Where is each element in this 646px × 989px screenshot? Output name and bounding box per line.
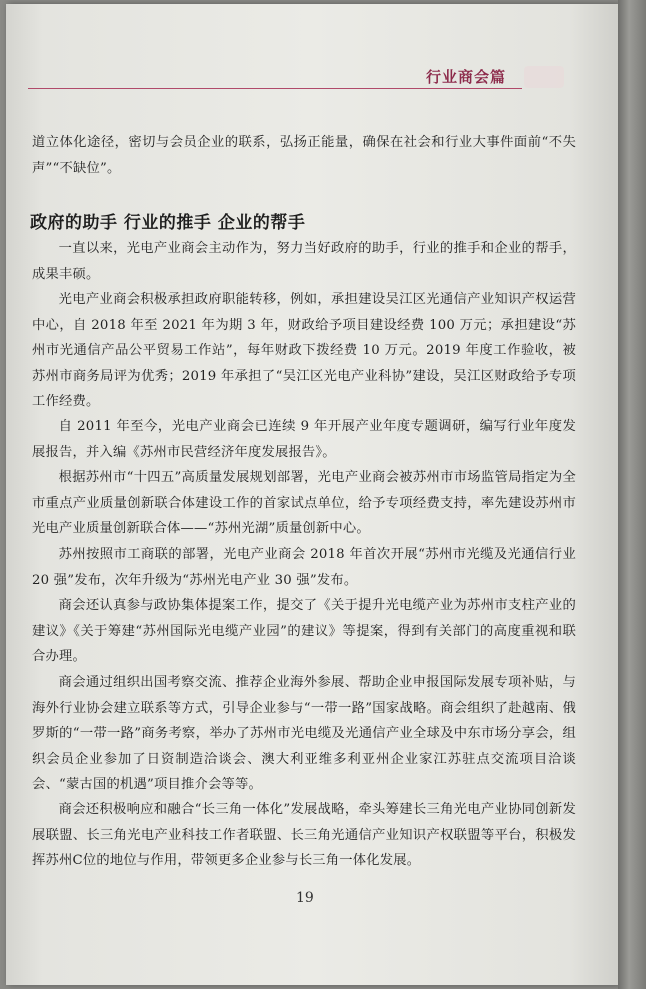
paragraph-6: 商会还认真参与政协集体提案工作，提交了《关于提升光电缆产业为苏州市支柱产业的建议》《关于筹建“苏州国际光电缆产业园”的建议》等提案，得到有关部门的高度重视和联合办理。 [32,598,576,664]
running-header-title: 行业商会篇 [426,68,507,86]
paragraph-3: 自 2011 年至今，光电产业商会已连续 9 年开展产业年度专题调研，编写行业年度发展报告，并入编《苏州市民营经济年度发展报告》。 [32,419,576,460]
paragraph-7: 商会通过组织出国考察交流、推荐企业海外参展、帮助企业申报国际发展专项补贴，与海外行业协会建立联系等方式，引导企业参与“一带一路”国家战略。商会组织了赴越南、俄罗斯的“一带一路”商务考察，举办了苏州市光电缆及光通信产业全球及中东市场分享会，组织会员企业参加了日资制造洽谈会、澳大利亚维多利亚州企业家江苏驻点交流项目洽谈会、“蒙古国的机遇”项目推介会等等。 [32,675,576,792]
page-number: 19 [296,890,314,906]
paragraph-8: 商会还积极响应和融合“长三角一体化”发展战略，牵头筹建长三角光电产业协同创新发展联盟、长三角光电产业科技工作者联盟、长三角光通信产业知识产权联盟等平台，积极发挥苏州C位的地位与作用，带领更多企业参与长三角一体化发展。 [32,802,576,868]
book-page [6,4,618,985]
paragraph-4: 根据苏州市“十四五”高质量发展规划部署，光电产业商会被苏州市市场监管局指定为全市重点产业质量创新联合体建设工作的首家试点单位，给予专项经费支持，率先建设苏州市光电产业质量创新联合体——“苏州光湖”质量创新中心。 [32,470,576,536]
intro-paragraph: 道立体化途径，密切与会员企业的联系，弘扬正能量，确保在社会和行业大事件面前“不失声”“不缺位”。 [32,135,576,176]
paragraph-2: 光电产业商会积极承担政府职能转移，例如，承担建设吴江区光通信产业知识产权运营中心，自 2018 年至 2021 年为期 3 年，财政给予项目建设经费 100 万元；承担建设“苏州市光通信产品公平贸易工作站”，每年财政下拨经费 10 万元。2019 年度工作验收，被苏州市商务局评为优秀；2019 年承担了“吴江区光电产业科协”建设，吴江区财政给予专项工作经费。 [32,292,576,409]
paragraph-5: 苏州按照市工商联的部署，光电产业商会 2018 年首次开展“苏州市光缆及光通信行业 20 强”发布，次年升级为“苏州光电产业 30 强”发布。 [32,547,576,588]
paragraph-1: 一直以来，光电产业商会主动作为，努力当好政府的助手，行业的推手和企业的帮手，成果丰硕。 [32,241,576,282]
header-decoration [524,66,564,88]
header-rule [28,88,522,89]
book-spine-edge [618,0,646,989]
section-heading: 政府的助手 行业的推手 企业的帮手 [30,213,306,233]
